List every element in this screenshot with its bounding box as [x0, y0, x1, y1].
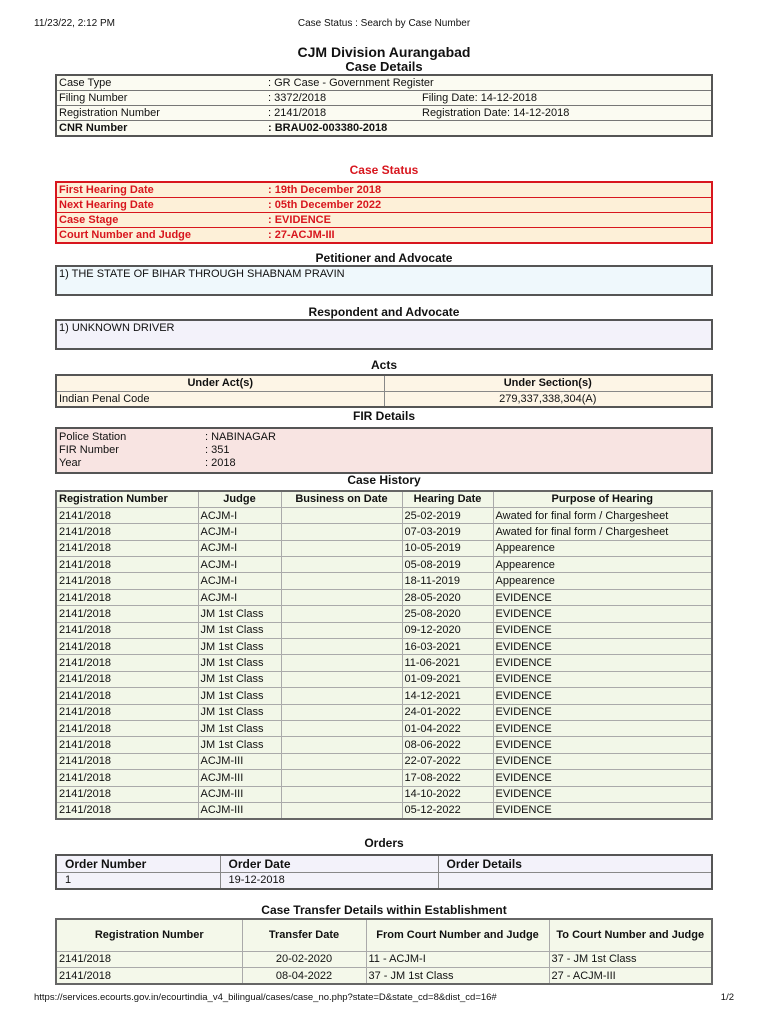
- case-history-row: [56, 770, 712, 786]
- history-hearing-date: 07-03-2019: [402, 524, 493, 540]
- transfer-reg-number: 2141/2018: [56, 951, 242, 968]
- case-details-table: [55, 74, 713, 137]
- act-sections: 279,337,338,304(A): [384, 391, 712, 407]
- transfer-header-row: [56, 919, 712, 951]
- case-history-table: [55, 490, 713, 820]
- transfer-header: From Court Number and Judge: [366, 919, 549, 951]
- history-judge: ACJM-I: [198, 573, 281, 589]
- history-reg-number: 2141/2018: [56, 639, 198, 655]
- history-judge: ACJM-I: [198, 540, 281, 556]
- transfer-title: Case Transfer Details within Establishment: [261, 903, 507, 917]
- history-reg-number: 2141/2018: [56, 671, 198, 687]
- history-reg-number: 2141/2018: [56, 753, 198, 769]
- case-status-row: [56, 182, 712, 198]
- history-business-date[interactable]: [281, 770, 402, 786]
- history-header: Registration Number: [56, 491, 198, 507]
- orders-header-row: [56, 855, 712, 872]
- petitioner-box: 1) THE STATE OF BIHAR THROUGH SHABNAM PRAVIN: [55, 265, 713, 296]
- orders-header: Order Number: [56, 855, 220, 872]
- history-judge: ACJM-I: [198, 507, 281, 523]
- cnr-label: CNR Number: [59, 122, 128, 134]
- history-purpose: EVIDENCE: [493, 688, 712, 704]
- court-name: CJM Division Aurangabad: [297, 44, 471, 60]
- history-business-date[interactable]: [281, 589, 402, 605]
- fir-label: FIR Number: [59, 444, 119, 456]
- cnr-number-row: [56, 121, 712, 137]
- history-business-date[interactable]: [281, 606, 402, 622]
- case-history-body: [56, 507, 712, 818]
- history-reg-number: 2141/2018: [56, 573, 198, 589]
- order-details-link[interactable]: [438, 872, 712, 889]
- history-reg-number: 2141/2018: [56, 655, 198, 671]
- case-status-value: : EVIDENCE: [266, 213, 712, 228]
- order-row[interactable]: [56, 872, 712, 889]
- history-judge: JM 1st Class: [198, 606, 281, 622]
- print-timestamp: 11/23/22, 2:12 PM: [34, 18, 115, 29]
- fir-value: : 351: [205, 444, 230, 456]
- transfer-date: 08-04-2022: [242, 968, 366, 985]
- orders-title: Orders: [364, 836, 404, 850]
- history-hearing-date: 22-07-2022: [402, 753, 493, 769]
- acts-table: [55, 374, 713, 408]
- history-judge: JM 1st Class: [198, 737, 281, 753]
- case-history-row: [56, 557, 712, 573]
- history-header: Business on Date: [281, 491, 402, 507]
- fir-row: [59, 457, 709, 470]
- filing-number-row: [56, 91, 712, 106]
- history-reg-number: 2141/2018: [56, 786, 198, 802]
- history-judge: ACJM-III: [198, 786, 281, 802]
- history-judge: ACJM-III: [198, 802, 281, 818]
- order-date: 19-12-2018: [220, 872, 438, 889]
- transfer-row: [56, 951, 712, 968]
- history-hearing-date: 14-12-2021: [402, 688, 493, 704]
- case-history-row: [56, 688, 712, 704]
- case-history-row: [56, 639, 712, 655]
- history-hearing-date: 14-10-2022: [402, 786, 493, 802]
- registration-number-value: : 2141/2018: [266, 106, 420, 121]
- history-judge: JM 1st Class: [198, 622, 281, 638]
- history-judge: JM 1st Class: [198, 671, 281, 687]
- transfer-section: [55, 903, 713, 985]
- history-business-date[interactable]: [281, 524, 402, 540]
- acts-header-row: [56, 375, 712, 391]
- respondent-box: 1) UNKNOWN DRIVER: [55, 319, 713, 350]
- history-hearing-date: 18-11-2019: [402, 573, 493, 589]
- case-history-row: [56, 622, 712, 638]
- history-reg-number: 2141/2018: [56, 737, 198, 753]
- history-purpose: Appearence: [493, 573, 712, 589]
- case-history-row: [56, 720, 712, 736]
- case-status-row: [56, 213, 712, 228]
- history-judge: ACJM-III: [198, 770, 281, 786]
- case-history-row: [56, 786, 712, 802]
- history-business-date[interactable]: [281, 753, 402, 769]
- history-business-date[interactable]: [281, 540, 402, 556]
- history-hearing-date: 16-03-2021: [402, 639, 493, 655]
- history-purpose: Appearence: [493, 540, 712, 556]
- history-business-date[interactable]: [281, 671, 402, 687]
- history-business-date[interactable]: [281, 688, 402, 704]
- history-hearing-date: 01-04-2022: [402, 720, 493, 736]
- case-history-section: [55, 473, 713, 820]
- orders-section: [55, 836, 713, 890]
- history-purpose: EVIDENCE: [493, 622, 712, 638]
- history-reg-number: 2141/2018: [56, 720, 198, 736]
- cnr-value: : BRAU02-003380-2018: [268, 122, 388, 134]
- case-status-label: Court Number and Judge: [59, 229, 192, 241]
- filing-number-label: Filing Number: [56, 91, 266, 106]
- petitioner-title: Petitioner and Advocate: [315, 251, 453, 265]
- case-history-row: [56, 507, 712, 523]
- history-purpose: EVIDENCE: [493, 720, 712, 736]
- case-status-table: [55, 181, 713, 244]
- history-business-date[interactable]: [281, 655, 402, 671]
- history-judge: JM 1st Class: [198, 704, 281, 720]
- history-business-date[interactable]: [281, 802, 402, 818]
- case-status-value: : 05th December 2022: [266, 198, 712, 213]
- history-reg-number: 2141/2018: [56, 688, 198, 704]
- history-hearing-date: 11-06-2021: [402, 655, 493, 671]
- history-hearing-date: 10-05-2019: [402, 540, 493, 556]
- fir-row: [59, 444, 709, 457]
- respondent-title: Respondent and Advocate: [308, 305, 460, 319]
- history-hearing-date: 01-09-2021: [402, 671, 493, 687]
- case-history-header-row: [56, 491, 712, 507]
- history-purpose: EVIDENCE: [493, 639, 712, 655]
- case-history-row: [56, 589, 712, 605]
- orders-table: [55, 854, 713, 890]
- acts-header: Under Section(s): [384, 375, 712, 391]
- filing-date: Filing Date: 14-12-2018: [420, 91, 712, 106]
- history-judge: ACJM-I: [198, 589, 281, 605]
- history-hearing-date: 25-02-2019: [402, 507, 493, 523]
- history-judge: JM 1st Class: [198, 639, 281, 655]
- registration-number-row: [56, 106, 712, 121]
- case-history-row: [56, 753, 712, 769]
- history-reg-number: 2141/2018: [56, 557, 198, 573]
- case-history-row: [56, 606, 712, 622]
- case-status-label: Next Hearing Date: [56, 198, 266, 213]
- fir-value: : 2018: [205, 457, 236, 469]
- history-business-date[interactable]: [281, 573, 402, 589]
- history-hearing-date: 05-12-2022: [402, 802, 493, 818]
- print-page-title: Case Status : Search by Case Number: [297, 18, 471, 29]
- history-judge: ACJM-I: [198, 524, 281, 540]
- page-number: 1/2: [720, 992, 734, 1003]
- history-header: Judge: [198, 491, 281, 507]
- fir-row: [59, 431, 709, 444]
- transfer-reg-number: 2141/2018: [56, 968, 242, 985]
- transfer-to: 27 - ACJM-III: [549, 968, 712, 985]
- transfer-table: [55, 918, 713, 985]
- history-judge: ACJM-III: [198, 753, 281, 769]
- history-purpose: EVIDENCE: [493, 770, 712, 786]
- case-details-section: [55, 44, 713, 137]
- history-hearing-date: 28-05-2020: [402, 589, 493, 605]
- history-reg-number: 2141/2018: [56, 770, 198, 786]
- history-hearing-date: 08-06-2022: [402, 737, 493, 753]
- history-business-date[interactable]: [281, 737, 402, 753]
- fir-value: : NABINAGAR: [205, 431, 276, 443]
- history-purpose: EVIDENCE: [493, 606, 712, 622]
- registration-date: Registration Date: 14-12-2018: [420, 106, 712, 121]
- history-hearing-date: 09-12-2020: [402, 622, 493, 638]
- transfer-from: 11 - ACJM-I: [366, 951, 549, 968]
- history-purpose: EVIDENCE: [493, 753, 712, 769]
- history-purpose: EVIDENCE: [493, 786, 712, 802]
- history-business-date[interactable]: [281, 720, 402, 736]
- history-reg-number: 2141/2018: [56, 802, 198, 818]
- acts-header: Under Act(s): [56, 375, 384, 391]
- history-reg-number: 2141/2018: [56, 606, 198, 622]
- case-status-title: Case Status: [349, 163, 419, 177]
- print-header: [34, 18, 734, 32]
- transfer-header: To Court Number and Judge: [549, 919, 712, 951]
- transfer-header: Transfer Date: [242, 919, 366, 951]
- transfer-date: 20-02-2020: [242, 951, 366, 968]
- history-purpose: EVIDENCE: [493, 802, 712, 818]
- petitioner-section: [55, 251, 713, 296]
- transfer-header: Registration Number: [56, 919, 242, 951]
- case-history-row: [56, 573, 712, 589]
- page-url: https://services.ecourts.gov.in/ecourtindia_v4_bilingual/cases/case_no.php?state=D&state_cd=8&dist_cd=16#: [34, 992, 497, 1003]
- case-status-value: : 27-ACJM-III: [268, 229, 335, 241]
- acts-row: [56, 391, 712, 407]
- fir-label: Year: [59, 457, 82, 469]
- case-status-row: [56, 198, 712, 213]
- history-purpose: EVIDENCE: [493, 737, 712, 753]
- order-number: 1: [56, 872, 220, 889]
- history-judge: JM 1st Class: [198, 720, 281, 736]
- case-history-row: [56, 540, 712, 556]
- case-type-label: Case Type: [56, 75, 266, 91]
- history-purpose: Appearence: [493, 557, 712, 573]
- acts-title: Acts: [370, 358, 397, 372]
- orders-header: Order Details: [438, 855, 712, 872]
- history-purpose: EVIDENCE: [493, 655, 712, 671]
- fir-section: [55, 409, 713, 474]
- case-history-row: [56, 671, 712, 687]
- fir-label: Police Station: [59, 431, 127, 443]
- case-history-row: [56, 524, 712, 540]
- case-history-row: [56, 802, 712, 818]
- history-business-date[interactable]: [281, 786, 402, 802]
- history-judge: JM 1st Class: [198, 655, 281, 671]
- history-purpose: EVIDENCE: [493, 671, 712, 687]
- case-history-title: Case History: [347, 473, 421, 487]
- history-business-date[interactable]: [281, 639, 402, 655]
- transfer-from: 37 - JM 1st Class: [366, 968, 549, 985]
- history-hearing-date: 17-08-2022: [402, 770, 493, 786]
- case-status-label: First Hearing Date: [56, 182, 266, 198]
- orders-header: Order Date: [220, 855, 438, 872]
- history-reg-number: 2141/2018: [56, 507, 198, 523]
- history-header: Purpose of Hearing: [493, 491, 712, 507]
- registration-number-label: Registration Number: [56, 106, 266, 121]
- history-business-date[interactable]: [281, 704, 402, 720]
- case-details-title: Case Details: [345, 59, 423, 74]
- history-purpose: Awated for final form / Chargesheet: [493, 507, 712, 523]
- history-judge: JM 1st Class: [198, 688, 281, 704]
- fir-box: [55, 427, 713, 474]
- history-business-date[interactable]: [281, 507, 402, 523]
- case-history-row: [56, 655, 712, 671]
- case-type-value: : GR Case - Government Register: [266, 75, 712, 91]
- history-purpose: EVIDENCE: [493, 589, 712, 605]
- respondent-section: [55, 305, 713, 350]
- history-business-date[interactable]: [281, 557, 402, 573]
- history-hearing-date: 25-08-2020: [402, 606, 493, 622]
- history-purpose: Awated for final form / Chargesheet: [493, 524, 712, 540]
- case-history-row: [56, 704, 712, 720]
- history-hearing-date: 24-01-2022: [402, 704, 493, 720]
- transfer-row: [56, 968, 712, 985]
- case-status-label: Case Stage: [56, 213, 266, 228]
- case-status-row: [56, 228, 712, 244]
- case-status-section: [55, 163, 713, 244]
- act-name: Indian Penal Code: [56, 391, 384, 407]
- case-type-row: [56, 75, 712, 91]
- history-purpose: EVIDENCE: [493, 704, 712, 720]
- case-status-value: : 19th December 2018: [266, 182, 712, 198]
- fir-title: FIR Details: [352, 409, 415, 423]
- history-reg-number: 2141/2018: [56, 589, 198, 605]
- history-business-date[interactable]: [281, 622, 402, 638]
- history-reg-number: 2141/2018: [56, 524, 198, 540]
- transfer-to: 37 - JM 1st Class: [549, 951, 712, 968]
- acts-section: [55, 358, 713, 408]
- history-hearing-date: 05-08-2019: [402, 557, 493, 573]
- history-judge: ACJM-I: [198, 557, 281, 573]
- case-history-row: [56, 737, 712, 753]
- history-reg-number: 2141/2018: [56, 622, 198, 638]
- history-header: Hearing Date: [402, 491, 493, 507]
- history-reg-number: 2141/2018: [56, 540, 198, 556]
- history-reg-number: 2141/2018: [56, 704, 198, 720]
- print-footer: [34, 992, 734, 1003]
- filing-number-value: : 3372/2018: [266, 91, 420, 106]
